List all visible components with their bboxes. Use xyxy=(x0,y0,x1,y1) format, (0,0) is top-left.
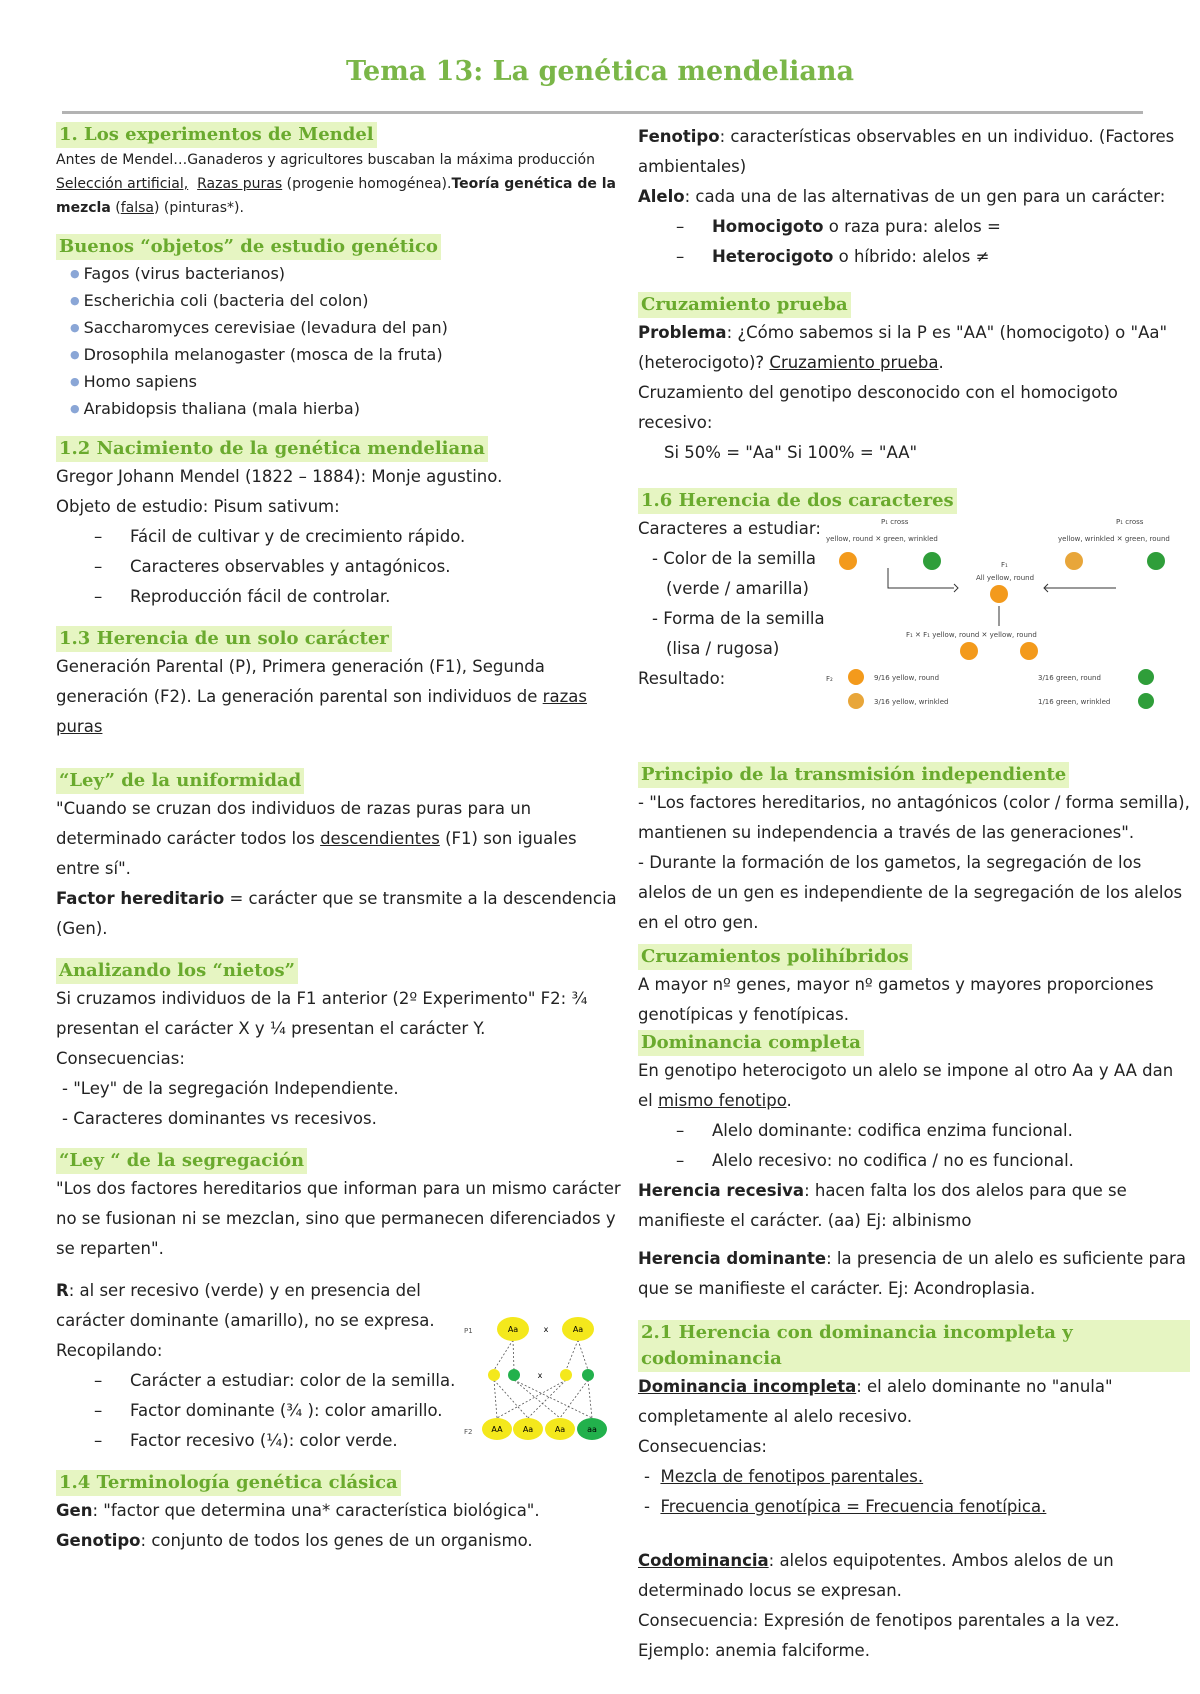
section-heading: Dominancia completa xyxy=(638,1030,864,1056)
section-fenotipo xyxy=(638,122,1190,272)
list-item: - "Ley" de la segregación Independiente. xyxy=(62,1079,399,1098)
section-heading: 2.1 Herencia con dominancia incompleta y codominancia xyxy=(638,1320,1190,1372)
list-item: – Caracteres observables y antagónicos. xyxy=(94,552,622,582)
section-experimentos xyxy=(56,122,622,220)
seed-green-round xyxy=(1138,669,1154,685)
list-item: - Color de la semilla xyxy=(652,549,817,568)
section-heading: Analizando los “nietos” xyxy=(56,958,298,984)
f2-label: F₂ xyxy=(826,675,833,683)
section-heading: Cruzamientos polihíbridos xyxy=(638,944,912,970)
list-item: (lisa / rugosa) xyxy=(666,639,780,658)
section-transmision-independiente xyxy=(638,762,1190,938)
definition-text xyxy=(56,1526,622,1556)
text-span: : "factor que determina una* característica biológica". xyxy=(92,1501,540,1520)
seed-yellow-wrinkled xyxy=(848,693,864,709)
list-item: – Factor recesivo (¼): color verde. xyxy=(94,1426,622,1456)
cross-symbol: x xyxy=(543,1325,549,1334)
text-span: = carácter que se transmite a la descendencia (Gen). xyxy=(56,889,617,938)
parent-genotype: Aa xyxy=(507,1325,519,1334)
section-heading: Buenos “objetos” de estudio genético xyxy=(56,234,441,260)
cross-symbol: x xyxy=(537,1371,543,1380)
dash-list xyxy=(56,522,622,612)
bold-term: Herencia recesiva xyxy=(638,1181,805,1200)
definition-text xyxy=(638,1176,1190,1236)
list-item: ● Homo sapiens xyxy=(70,368,622,395)
text-span: En genotipo heterocigoto un alelo se impone al otro Aa y AA dan el xyxy=(638,1061,1174,1110)
gamete-a xyxy=(508,1369,520,1381)
quote-text: "Los dos factores hereditarios que informan para un mismo carácter no se fusionan ni se mezclan, sino que permanecen diferenciados y se reparten". xyxy=(56,1179,621,1258)
text-span: : alelos equipotentes. Ambos alelos de un determinado locus se expresan. xyxy=(638,1551,1114,1600)
text-line: Consecuencias: xyxy=(638,1437,767,1456)
bold-term: Heterocigoto xyxy=(712,247,834,266)
underlined-term: Frecuencia genotípica = Frecuencia fenotípica. xyxy=(660,1497,1047,1516)
title-divider xyxy=(62,111,1143,114)
text-span: : características observables en un individuo. (Factores ambientales) xyxy=(638,127,1175,176)
section-heading: 1.4 Terminología genética clásica xyxy=(56,1470,401,1496)
section-heading: 1.6 Herencia de dos caracteres xyxy=(638,488,957,514)
section-heading: 1.2 Nacimiento de la genética mendeliana xyxy=(56,436,488,462)
f2-ratio: 9/16 yellow, round xyxy=(874,674,940,682)
text-span: : el alelo dominante no "anula" completamente al alelo recesivo. xyxy=(638,1377,1113,1426)
text-span: Generación Parental (P), Primera generación (F1), Segunda generación (F2). La generación parental son individuos de xyxy=(56,657,545,706)
list-item: – Reproducción fácil de controlar. xyxy=(94,582,622,612)
bold-term: R xyxy=(56,1281,69,1300)
definition-text xyxy=(638,122,1190,182)
bold-term: Gen xyxy=(56,1501,93,1520)
dash-list xyxy=(638,1116,1190,1176)
underlined-term: Mezcla de fenotipos parentales. xyxy=(660,1467,924,1486)
page-title: Tema 13: La genética mendeliana xyxy=(346,56,854,87)
offspring-genotype: Aa xyxy=(554,1425,566,1434)
definition-text xyxy=(638,1546,1190,1606)
underlined-term: falsa xyxy=(120,200,154,216)
section-text: Si cruzamos individuos de la F1 anterior (2º Experimento" F2: ¾ presentan el carácter X y ¼ presentan el carácter Y. xyxy=(56,989,588,1038)
cross-lines xyxy=(494,1340,592,1418)
text-line: Cruzamiento del genotipo desconocido con el homocigoto recesivo: xyxy=(638,383,1118,432)
text-line: Ejemplo: anemia falciforme. xyxy=(638,1641,870,1660)
list-item: ● Fagos (virus bacterianos) xyxy=(70,260,622,287)
section-terminologia xyxy=(56,1470,622,1556)
underlined-term: Selección artificial, xyxy=(56,176,189,192)
gamete-A xyxy=(560,1369,572,1381)
punnett-diagram xyxy=(464,1306,624,1456)
gamete-A xyxy=(488,1369,500,1381)
section-cruzamiento-prueba xyxy=(638,292,1190,468)
left-column xyxy=(56,122,622,1556)
parent-genotype: Aa xyxy=(572,1325,584,1334)
bold-term: Dominancia incompleta xyxy=(638,1377,857,1396)
section-text: Problema: ¿Cómo sabemos si la P es "AA" (homocigoto) o "Aa" (heterocigoto)? Cruzamiento prueba. xyxy=(638,323,1168,372)
organism-list xyxy=(56,260,622,422)
section-heading: 1. Los experimentos de Mendel xyxy=(56,122,377,148)
text-line: Consecuencia: Expresión de fenotipos parentales a la vez. xyxy=(638,1611,1120,1630)
section-heading: “Ley “ de la segregación xyxy=(56,1148,307,1174)
seed-green-wrinkled xyxy=(923,552,941,570)
text-span: : al ser recesivo (verde) y en presencia del carácter dominante (amarillo), no se expresa. xyxy=(56,1281,435,1330)
seed-f1 xyxy=(960,642,978,660)
seed-f1 xyxy=(990,585,1008,603)
seed-yellow-round xyxy=(848,669,864,685)
row-label-f: F2 xyxy=(464,1428,473,1436)
seed-green-round xyxy=(1147,552,1165,570)
p-cross-phenotypes: yellow, round ✕ green, wrinkled xyxy=(826,535,938,543)
list-item: - Frecuencia genotípica = Frecuencia fenotípica. xyxy=(644,1497,1047,1516)
definition-text xyxy=(56,1496,622,1526)
right-column xyxy=(638,122,1190,1666)
list-item: ● Escherichia coli (bacteria del colon) xyxy=(70,287,622,314)
text-line: Antes de Mendel…Ganaderos y agricultores buscaban la máxima producción xyxy=(56,152,595,168)
list-item: – Alelo dominante: codifica enzima funcional. xyxy=(676,1116,1190,1146)
bold-term: Genotipo xyxy=(56,1531,141,1550)
section-text: En genotipo heterocigoto un alelo se impone al otro Aa y AA dan el mismo fenotipo. xyxy=(638,1061,1174,1110)
section-uniformidad xyxy=(56,768,622,944)
text-line: Resultado: xyxy=(638,669,726,688)
list-item: - Caracteres dominantes vs recesivos. xyxy=(62,1109,377,1128)
section-nacimiento xyxy=(56,436,622,612)
seed-green-wrinkled xyxy=(1138,693,1154,709)
text-line: Objeto de estudio: Pisum sativum: xyxy=(56,497,340,516)
underlined-term: razas puras xyxy=(56,687,587,736)
f2-ratio: 3/16 yellow, wrinkled xyxy=(874,698,949,706)
section-herencia-un-caracter xyxy=(56,626,622,742)
list-item: ● Saccharomyces cerevisiae (levadura del pan) xyxy=(70,314,622,341)
list-item xyxy=(676,242,1190,272)
text-span: : ¿Cómo sabemos si la P es "AA" (homocigoto) o "Aa" (heterocigoto)? xyxy=(638,323,1168,372)
p-cross-label: P₁ cross xyxy=(1116,518,1144,526)
definition-text xyxy=(56,884,622,944)
section-text: - "Los factores hereditarios, no antagónicos (color / forma semilla), mantienen su independencia a través de las generaciones". xyxy=(638,793,1190,842)
seed-yellow-round xyxy=(839,552,857,570)
section-heading: 1.3 Herencia de un solo carácter xyxy=(56,626,392,652)
text-span: : la presencia de un alelo es suficiente para que se manifieste el carácter. Ej: Acondroplasia. xyxy=(638,1249,1186,1298)
section-text xyxy=(56,652,622,742)
list-item: – Factor dominante (¾ ): color amarillo. xyxy=(94,1396,622,1426)
text-span: : hacen falta los dos alelos para que se manifieste el carácter. (aa) Ej: albinismo xyxy=(638,1181,1127,1230)
text-span: "Cuando se cruzan dos individuos de razas puras para un determinado carácter todos los xyxy=(56,799,532,848)
underlined-term: Cruzamiento prueba xyxy=(769,353,939,372)
section-dominancia-completa xyxy=(638,1030,1190,1304)
gamete-a xyxy=(582,1369,594,1381)
bold-term: Teoría genética de la mezcla xyxy=(56,176,617,216)
section-text: Antes de Mendel…Ganaderos y agricultores buscaban la máxima producción Selección artificial, Razas puras (progenie homogénea).Teoría genética de la mezcla (falsa) (pinturas*). xyxy=(56,152,617,216)
bold-term: Homocigoto xyxy=(712,217,824,236)
offspring-genotype: AA xyxy=(491,1425,503,1434)
list-item: – Fácil de cultivar y de crecimiento rápido. xyxy=(94,522,622,552)
f1-label: F₁ xyxy=(1001,561,1008,569)
text-line: Si 50% = "Aa" Si 100% = "AA" xyxy=(664,443,918,462)
list-item: ● Drosophila melanogaster (mosca de la fruta) xyxy=(70,341,622,368)
section-text: A mayor nº genes, mayor nº gametos y mayores proporciones genotípicas y fenotípicas. xyxy=(638,975,1154,1024)
dihybrid-diagram xyxy=(826,516,1186,726)
text-line: Recopilando: xyxy=(56,1341,163,1360)
offspring-genotype: aa xyxy=(587,1425,597,1434)
dash-list xyxy=(638,212,1190,272)
section-text: - Durante la formación de los gametos, la segregación de los alelos de un gen es independiente de la segregación de los alelos en el otro gen. xyxy=(638,853,1183,932)
underlined-term: descendientes xyxy=(320,829,440,848)
definition-text xyxy=(638,1372,1190,1432)
text-span: : cada una de las alternativas de un gen para un carácter: xyxy=(684,187,1166,206)
f1-text: All yellow, round xyxy=(976,574,1035,582)
section-dominancia-incompleta xyxy=(638,1320,1190,1666)
f2-ratio: 3/16 green, round xyxy=(1038,674,1101,682)
definition-text xyxy=(638,1244,1190,1304)
text-span: (F1) son iguales entre sí". xyxy=(56,829,577,878)
bold-term: Codominancia xyxy=(638,1551,769,1570)
text-span: (pinturas*). xyxy=(159,200,244,216)
f2-ratio: 1/16 green, wrinkled xyxy=(1038,698,1111,706)
bold-term: Factor hereditario xyxy=(56,889,225,908)
p-cross-phenotypes: yellow, wrinkled ✕ green, round xyxy=(1058,535,1170,543)
f1-cross-text: F₁ ✕ F₁ yellow, round ✕ yellow, round xyxy=(906,631,1037,639)
text-span: o híbrido: alelos ≠ xyxy=(833,247,990,266)
section-text xyxy=(56,1276,476,1336)
underlined-term: Razas puras xyxy=(197,176,283,192)
offspring-genotype: Aa xyxy=(522,1425,534,1434)
section-polihibridos xyxy=(638,944,1190,1030)
section-heading: “Ley” de la uniformidad xyxy=(56,768,304,794)
section-heading: Cruzamiento prueba xyxy=(638,292,851,318)
text-span: : conjunto de todos los genes de un organismo. xyxy=(140,1531,533,1550)
text-span: (progenie homogénea). xyxy=(282,176,452,192)
bold-term: Fenotipo xyxy=(638,127,720,146)
row-label-p: P1 xyxy=(464,1327,473,1335)
section-segregacion xyxy=(56,1148,622,1456)
seed-f1 xyxy=(1020,642,1038,660)
list-item: – Alelo recesivo: no codifica / no es funcional. xyxy=(676,1146,1190,1176)
bold-term: Problema xyxy=(638,323,727,342)
list-item: – Carácter a estudiar: color de la semilla. xyxy=(94,1366,622,1396)
text-line: Consecuencias: xyxy=(56,1049,185,1068)
text-line: Gregor Johann Mendel (1822 – 1884): Monje agustino. xyxy=(56,467,503,486)
list-item: ● Arabidopsis thaliana (mala hierba) xyxy=(70,395,622,422)
list-item: (verde / amarilla) xyxy=(666,579,809,598)
bold-term: Herencia dominante xyxy=(638,1249,827,1268)
section-heading: Principio de la transmisión independiente xyxy=(638,762,1069,788)
section-objetos xyxy=(56,234,622,422)
text-line: Caracteres a estudiar: xyxy=(638,519,821,538)
section-dos-caracteres xyxy=(638,488,1190,752)
underlined-term: mismo fenotipo xyxy=(657,1091,787,1110)
list-item: - Forma de la semilla xyxy=(652,609,825,628)
section-nietos xyxy=(56,958,622,1134)
text-span: o raza pura: alelos = xyxy=(823,217,1001,236)
bold-term: Alelo xyxy=(638,187,685,206)
p-cross-label: P₁ cross xyxy=(881,518,909,526)
definition-text xyxy=(638,182,1190,212)
list-item: - Mezcla de fenotipos parentales. xyxy=(644,1467,924,1486)
quote-text xyxy=(56,794,622,884)
list-item xyxy=(676,212,1190,242)
seed-yellow-wrinkled xyxy=(1065,552,1083,570)
